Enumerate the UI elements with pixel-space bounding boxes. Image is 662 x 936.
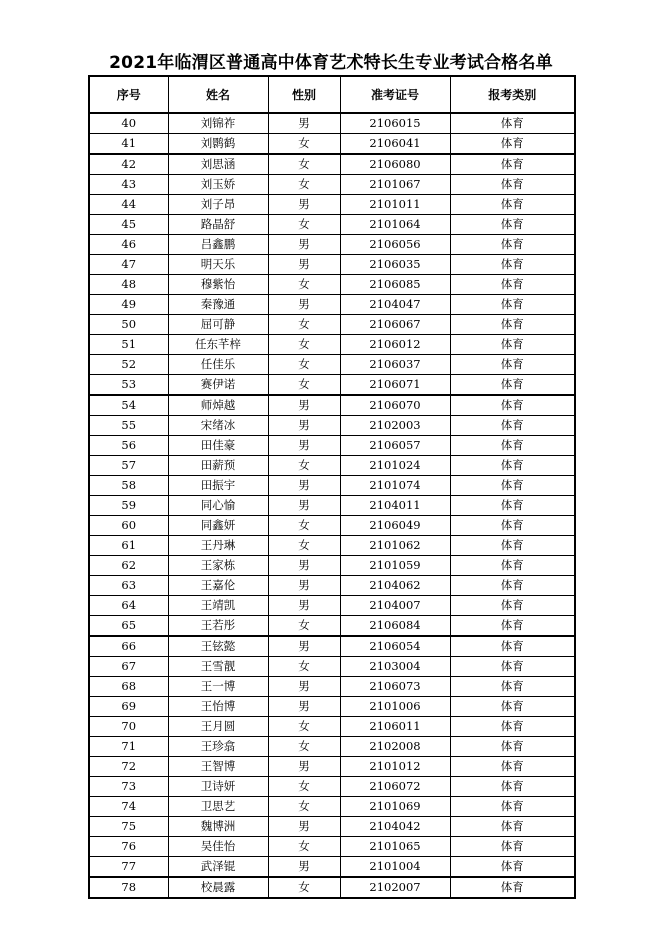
cell-gender: 男 [268, 817, 340, 837]
table-row [89, 113, 575, 134]
table-row [89, 576, 575, 596]
cell-category: 体育 [450, 677, 575, 697]
cell-exam-number: 2101064 [340, 215, 450, 235]
table-row [89, 275, 575, 295]
roster-body [89, 113, 575, 898]
cell-exam-number: 2103004 [340, 657, 450, 677]
cell-category: 体育 [450, 375, 575, 396]
table-row [89, 596, 575, 616]
cell-gender: 男 [268, 476, 340, 496]
table-row [89, 355, 575, 375]
cell-exam-number: 2101069 [340, 797, 450, 817]
table-row [89, 476, 575, 496]
cell-serial-number: 58 [89, 476, 168, 496]
cell-gender: 男 [268, 235, 340, 255]
cell-category: 体育 [450, 476, 575, 496]
cell-gender: 男 [268, 436, 340, 456]
cell-gender: 男 [268, 636, 340, 657]
cell-name: 王珍翕 [168, 737, 268, 757]
cell-category: 体育 [450, 717, 575, 737]
cell-category: 体育 [450, 496, 575, 516]
cell-category: 体育 [450, 817, 575, 837]
table-row [89, 837, 575, 857]
cell-gender: 男 [268, 295, 340, 315]
cell-gender: 女 [268, 516, 340, 536]
cell-exam-number: 2101074 [340, 476, 450, 496]
cell-gender: 女 [268, 616, 340, 637]
cell-serial-number: 55 [89, 416, 168, 436]
header-gender: 性别 [268, 76, 340, 113]
cell-serial-number: 53 [89, 375, 168, 396]
table-row [89, 857, 575, 878]
cell-exam-number: 2106072 [340, 777, 450, 797]
cell-serial-number: 56 [89, 436, 168, 456]
header-exam-number: 准考证号 [340, 76, 450, 113]
table-row [89, 175, 575, 195]
header-name: 姓名 [168, 76, 268, 113]
cell-name: 王家栋 [168, 556, 268, 576]
cell-category: 体育 [450, 616, 575, 637]
cell-serial-number: 65 [89, 616, 168, 637]
cell-exam-number: 2106054 [340, 636, 450, 657]
cell-exam-number: 2101004 [340, 857, 450, 878]
cell-gender: 男 [268, 255, 340, 275]
cell-name: 宋绪冰 [168, 416, 268, 436]
cell-exam-number: 2106057 [340, 436, 450, 456]
cell-gender: 女 [268, 657, 340, 677]
cell-gender: 男 [268, 556, 340, 576]
table-row [89, 797, 575, 817]
table-header-row [89, 76, 575, 113]
cell-category: 体育 [450, 416, 575, 436]
cell-gender: 男 [268, 757, 340, 777]
cell-exam-number: 2104062 [340, 576, 450, 596]
cell-gender: 女 [268, 456, 340, 476]
cell-category: 体育 [450, 395, 575, 416]
cell-name: 穆紫怡 [168, 275, 268, 295]
cell-category: 体育 [450, 215, 575, 235]
cell-serial-number: 61 [89, 536, 168, 556]
cell-category: 体育 [450, 436, 575, 456]
cell-exam-number: 2104042 [340, 817, 450, 837]
cell-name: 任东芊梓 [168, 335, 268, 355]
cell-category: 体育 [450, 134, 575, 155]
cell-name: 王铉懿 [168, 636, 268, 657]
table-row [89, 134, 575, 155]
cell-category: 体育 [450, 857, 575, 878]
cell-exam-number: 2106080 [340, 154, 450, 175]
cell-name: 屈可静 [168, 315, 268, 335]
cell-gender: 男 [268, 496, 340, 516]
cell-serial-number: 78 [89, 877, 168, 898]
cell-exam-number: 2101065 [340, 837, 450, 857]
cell-name: 刘子昂 [168, 195, 268, 215]
cell-exam-number: 2101011 [340, 195, 450, 215]
table-row [89, 616, 575, 637]
table-row [89, 777, 575, 797]
cell-exam-number: 2101024 [340, 456, 450, 476]
cell-exam-number: 2102007 [340, 877, 450, 898]
cell-exam-number: 2101006 [340, 697, 450, 717]
table-row [89, 395, 575, 416]
table-row [89, 556, 575, 576]
cell-gender: 女 [268, 536, 340, 556]
cell-serial-number: 77 [89, 857, 168, 878]
cell-gender: 男 [268, 596, 340, 616]
cell-category: 体育 [450, 576, 575, 596]
table-row [89, 195, 575, 215]
cell-category: 体育 [450, 335, 575, 355]
cell-exam-number: 2106037 [340, 355, 450, 375]
cell-serial-number: 60 [89, 516, 168, 536]
cell-serial-number: 46 [89, 235, 168, 255]
cell-exam-number: 2104007 [340, 596, 450, 616]
cell-gender: 男 [268, 113, 340, 134]
cell-serial-number: 49 [89, 295, 168, 315]
cell-serial-number: 59 [89, 496, 168, 516]
table-row [89, 657, 575, 677]
cell-gender: 女 [268, 777, 340, 797]
cell-name: 卫诗妍 [168, 777, 268, 797]
cell-category: 体育 [450, 275, 575, 295]
cell-exam-number: 2102003 [340, 416, 450, 436]
cell-gender: 女 [268, 175, 340, 195]
cell-category: 体育 [450, 175, 575, 195]
cell-serial-number: 76 [89, 837, 168, 857]
cell-exam-number: 2106049 [340, 516, 450, 536]
cell-category: 体育 [450, 315, 575, 335]
table-row [89, 677, 575, 697]
cell-exam-number: 2101012 [340, 757, 450, 777]
cell-exam-number: 2102008 [340, 737, 450, 757]
cell-name: 路晶舒 [168, 215, 268, 235]
cell-name: 田薪预 [168, 456, 268, 476]
cell-gender: 男 [268, 395, 340, 416]
cell-serial-number: 73 [89, 777, 168, 797]
cell-gender: 男 [268, 195, 340, 215]
cell-exam-number: 2101067 [340, 175, 450, 195]
cell-name: 王嘉伦 [168, 576, 268, 596]
cell-serial-number: 41 [89, 134, 168, 155]
cell-gender: 女 [268, 154, 340, 175]
cell-category: 体育 [450, 235, 575, 255]
cell-gender: 女 [268, 215, 340, 235]
cell-name: 任佳乐 [168, 355, 268, 375]
cell-name: 刘锦祚 [168, 113, 268, 134]
table-row [89, 375, 575, 396]
table-row [89, 436, 575, 456]
cell-serial-number: 72 [89, 757, 168, 777]
cell-name: 王靖凯 [168, 596, 268, 616]
cell-serial-number: 51 [89, 335, 168, 355]
cell-name: 卫思艺 [168, 797, 268, 817]
cell-serial-number: 63 [89, 576, 168, 596]
cell-serial-number: 66 [89, 636, 168, 657]
cell-category: 体育 [450, 777, 575, 797]
cell-name: 王一博 [168, 677, 268, 697]
cell-category: 体育 [450, 516, 575, 536]
roster-table [88, 75, 576, 899]
cell-exam-number: 2106070 [340, 395, 450, 416]
table-row [89, 877, 575, 898]
cell-gender: 男 [268, 576, 340, 596]
cell-category: 体育 [450, 355, 575, 375]
cell-gender: 男 [268, 677, 340, 697]
cell-name: 王智博 [168, 757, 268, 777]
cell-category: 体育 [450, 697, 575, 717]
cell-serial-number: 42 [89, 154, 168, 175]
cell-exam-number: 2106073 [340, 677, 450, 697]
cell-serial-number: 69 [89, 697, 168, 717]
cell-serial-number: 75 [89, 817, 168, 837]
cell-name: 校晨露 [168, 877, 268, 898]
cell-name: 刘鹮鹤 [168, 134, 268, 155]
cell-name: 魏博洲 [168, 817, 268, 837]
cell-gender: 女 [268, 275, 340, 295]
table-row [89, 416, 575, 436]
cell-exam-number: 2106071 [340, 375, 450, 396]
cell-serial-number: 52 [89, 355, 168, 375]
cell-serial-number: 74 [89, 797, 168, 817]
cell-name: 明天乐 [168, 255, 268, 275]
cell-exam-number: 2106056 [340, 235, 450, 255]
table-row [89, 536, 575, 556]
header-serial-number: 序号 [89, 76, 168, 113]
cell-gender: 男 [268, 857, 340, 878]
table-row [89, 456, 575, 476]
cell-name: 王丹琳 [168, 536, 268, 556]
cell-name: 赛伊诺 [168, 375, 268, 396]
table-row [89, 697, 575, 717]
table-row [89, 215, 575, 235]
table-row [89, 516, 575, 536]
cell-exam-number: 2106012 [340, 335, 450, 355]
cell-gender: 女 [268, 877, 340, 898]
cell-name: 武泽锟 [168, 857, 268, 878]
cell-exam-number: 2106085 [340, 275, 450, 295]
cell-serial-number: 71 [89, 737, 168, 757]
table-row [89, 757, 575, 777]
table-row [89, 335, 575, 355]
cell-serial-number: 70 [89, 717, 168, 737]
cell-category: 体育 [450, 113, 575, 134]
table-row [89, 295, 575, 315]
cell-name: 同心愉 [168, 496, 268, 516]
cell-exam-number: 2106067 [340, 315, 450, 335]
cell-category: 体育 [450, 195, 575, 215]
table-row [89, 315, 575, 335]
cell-name: 王月圆 [168, 717, 268, 737]
cell-category: 体育 [450, 536, 575, 556]
cell-category: 体育 [450, 295, 575, 315]
table-row [89, 717, 575, 737]
cell-name: 田振宇 [168, 476, 268, 496]
cell-category: 体育 [450, 636, 575, 657]
cell-name: 秦豫通 [168, 295, 268, 315]
cell-category: 体育 [450, 757, 575, 777]
cell-category: 体育 [450, 877, 575, 898]
cell-serial-number: 50 [89, 315, 168, 335]
table-row [89, 255, 575, 275]
cell-category: 体育 [450, 556, 575, 576]
cell-serial-number: 64 [89, 596, 168, 616]
document-title: 2021年临渭区普通高中体育艺术特长生专业考试合格名单 [109, 53, 553, 73]
cell-gender: 女 [268, 355, 340, 375]
cell-serial-number: 54 [89, 395, 168, 416]
cell-gender: 男 [268, 416, 340, 436]
cell-exam-number: 2104011 [340, 496, 450, 516]
cell-category: 体育 [450, 837, 575, 857]
cell-name: 吕鑫鹏 [168, 235, 268, 255]
header-category: 报考类别 [450, 76, 575, 113]
cell-exam-number: 2106015 [340, 113, 450, 134]
cell-gender: 女 [268, 837, 340, 857]
cell-gender: 女 [268, 315, 340, 335]
cell-name: 田佳豪 [168, 436, 268, 456]
cell-category: 体育 [450, 737, 575, 757]
cell-category: 体育 [450, 255, 575, 275]
cell-category: 体育 [450, 657, 575, 677]
cell-serial-number: 57 [89, 456, 168, 476]
cell-name: 刘思涵 [168, 154, 268, 175]
cell-gender: 女 [268, 335, 340, 355]
cell-name: 刘玉娇 [168, 175, 268, 195]
cell-category: 体育 [450, 456, 575, 476]
cell-serial-number: 68 [89, 677, 168, 697]
cell-name: 吴佳怡 [168, 837, 268, 857]
cell-exam-number: 2101059 [340, 556, 450, 576]
table-row [89, 496, 575, 516]
cell-serial-number: 62 [89, 556, 168, 576]
cell-gender: 女 [268, 737, 340, 757]
cell-name: 王怡博 [168, 697, 268, 717]
table-row [89, 235, 575, 255]
cell-category: 体育 [450, 154, 575, 175]
table-row [89, 636, 575, 657]
cell-category: 体育 [450, 596, 575, 616]
cell-gender: 女 [268, 717, 340, 737]
cell-serial-number: 44 [89, 195, 168, 215]
cell-name: 师焯越 [168, 395, 268, 416]
cell-serial-number: 45 [89, 215, 168, 235]
cell-name: 王若彤 [168, 616, 268, 637]
cell-serial-number: 40 [89, 113, 168, 134]
cell-exam-number: 2106041 [340, 134, 450, 155]
cell-name: 同鑫妍 [168, 516, 268, 536]
cell-category: 体育 [450, 797, 575, 817]
cell-serial-number: 43 [89, 175, 168, 195]
cell-serial-number: 48 [89, 275, 168, 295]
cell-name: 王雪靓 [168, 657, 268, 677]
cell-gender: 女 [268, 375, 340, 396]
cell-exam-number: 2106011 [340, 717, 450, 737]
table-row [89, 817, 575, 837]
cell-gender: 女 [268, 797, 340, 817]
cell-exam-number: 2101062 [340, 536, 450, 556]
table-row [89, 154, 575, 175]
cell-exam-number: 2106035 [340, 255, 450, 275]
cell-serial-number: 47 [89, 255, 168, 275]
cell-serial-number: 67 [89, 657, 168, 677]
table-row [89, 737, 575, 757]
cell-exam-number: 2106084 [340, 616, 450, 637]
cell-gender: 女 [268, 134, 340, 155]
cell-gender: 男 [268, 697, 340, 717]
cell-exam-number: 2104047 [340, 295, 450, 315]
